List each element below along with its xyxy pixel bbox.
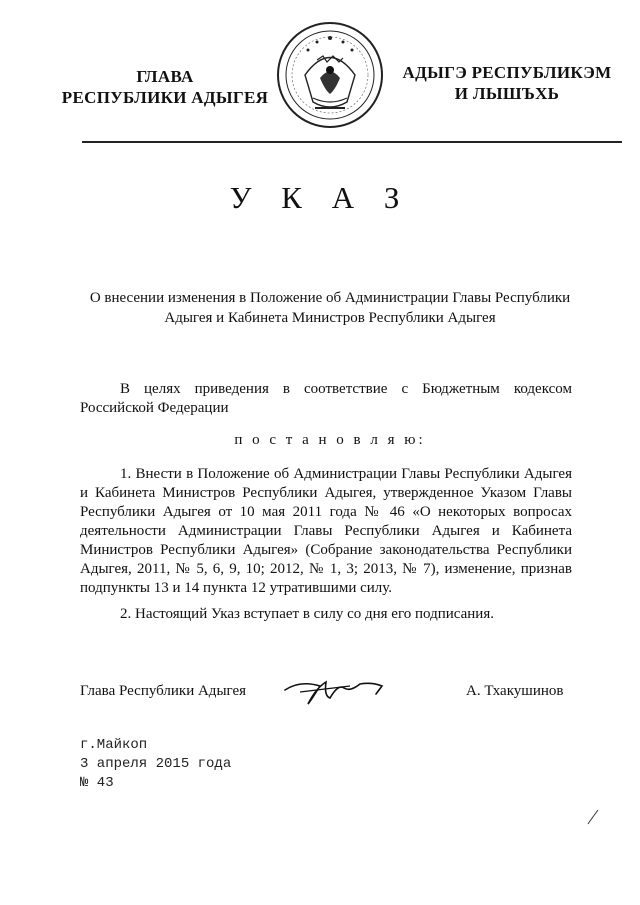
handwritten-signature-icon xyxy=(280,668,400,708)
document-city: г.Майкоп xyxy=(80,737,148,753)
signatory-role: Глава Республики Адыгея xyxy=(80,683,247,699)
signatory-name: А. Тхакушинов xyxy=(466,683,564,699)
document-date: 3 апреля 2015 года xyxy=(80,756,232,772)
header-left-line2: РЕСПУБЛИКИ АДЫГЕЯ xyxy=(61,88,269,107)
intro-paragraph: В целях приведения в соответствие с Бюджетным кодексом Российской Федерации xyxy=(80,381,572,416)
decree-item-1: 1. Внести в Положение об Администрации Главы Республики Адыгея и Кабинета Министров Республики Адыгея, утвержденное Указом Главы Республики Адыгея от 10 мая 2011 года № 46 «О некоторых вопросах деятельности Администрации Главы Республики Адыгея и Кабинета Министров Республики Адыгея» (Собрание законодательства Республики Адыгея, 2011, № 5, 6, 9, 10; 2012, № 1, 3; 2013, № 7), изменение, признав подпункты 13 и 14 пункта 12 утратившими силу. xyxy=(80,466,572,596)
header-right xyxy=(382,62,632,104)
decree-word: п о с т а н о в л я ю: xyxy=(234,432,426,448)
document-subject xyxy=(60,288,600,328)
document-number: № 43 xyxy=(80,775,114,791)
decree-item-2: 2. Настоящий Указ вступает в силу со дня его подписания. xyxy=(120,606,494,622)
header-right-line1: АДЫГЭ РЕСПУБЛИКЭМ xyxy=(402,63,612,82)
document-title: У К А З xyxy=(229,180,411,215)
header-divider xyxy=(82,141,622,143)
header-right-line2: И ЛЫШЪХЬ xyxy=(454,84,560,103)
header-left-line1: ГЛАВА xyxy=(136,67,194,86)
coat-of-arms-icon xyxy=(275,20,385,130)
subject-line1: О внесении изменения в Положение об Администрации Главы Республики xyxy=(89,290,571,306)
subject-line2: Адыгея и Кабинета Министров Республики Адыгея xyxy=(164,310,496,326)
header-left xyxy=(40,66,290,108)
pen-mark-icon xyxy=(586,808,600,826)
